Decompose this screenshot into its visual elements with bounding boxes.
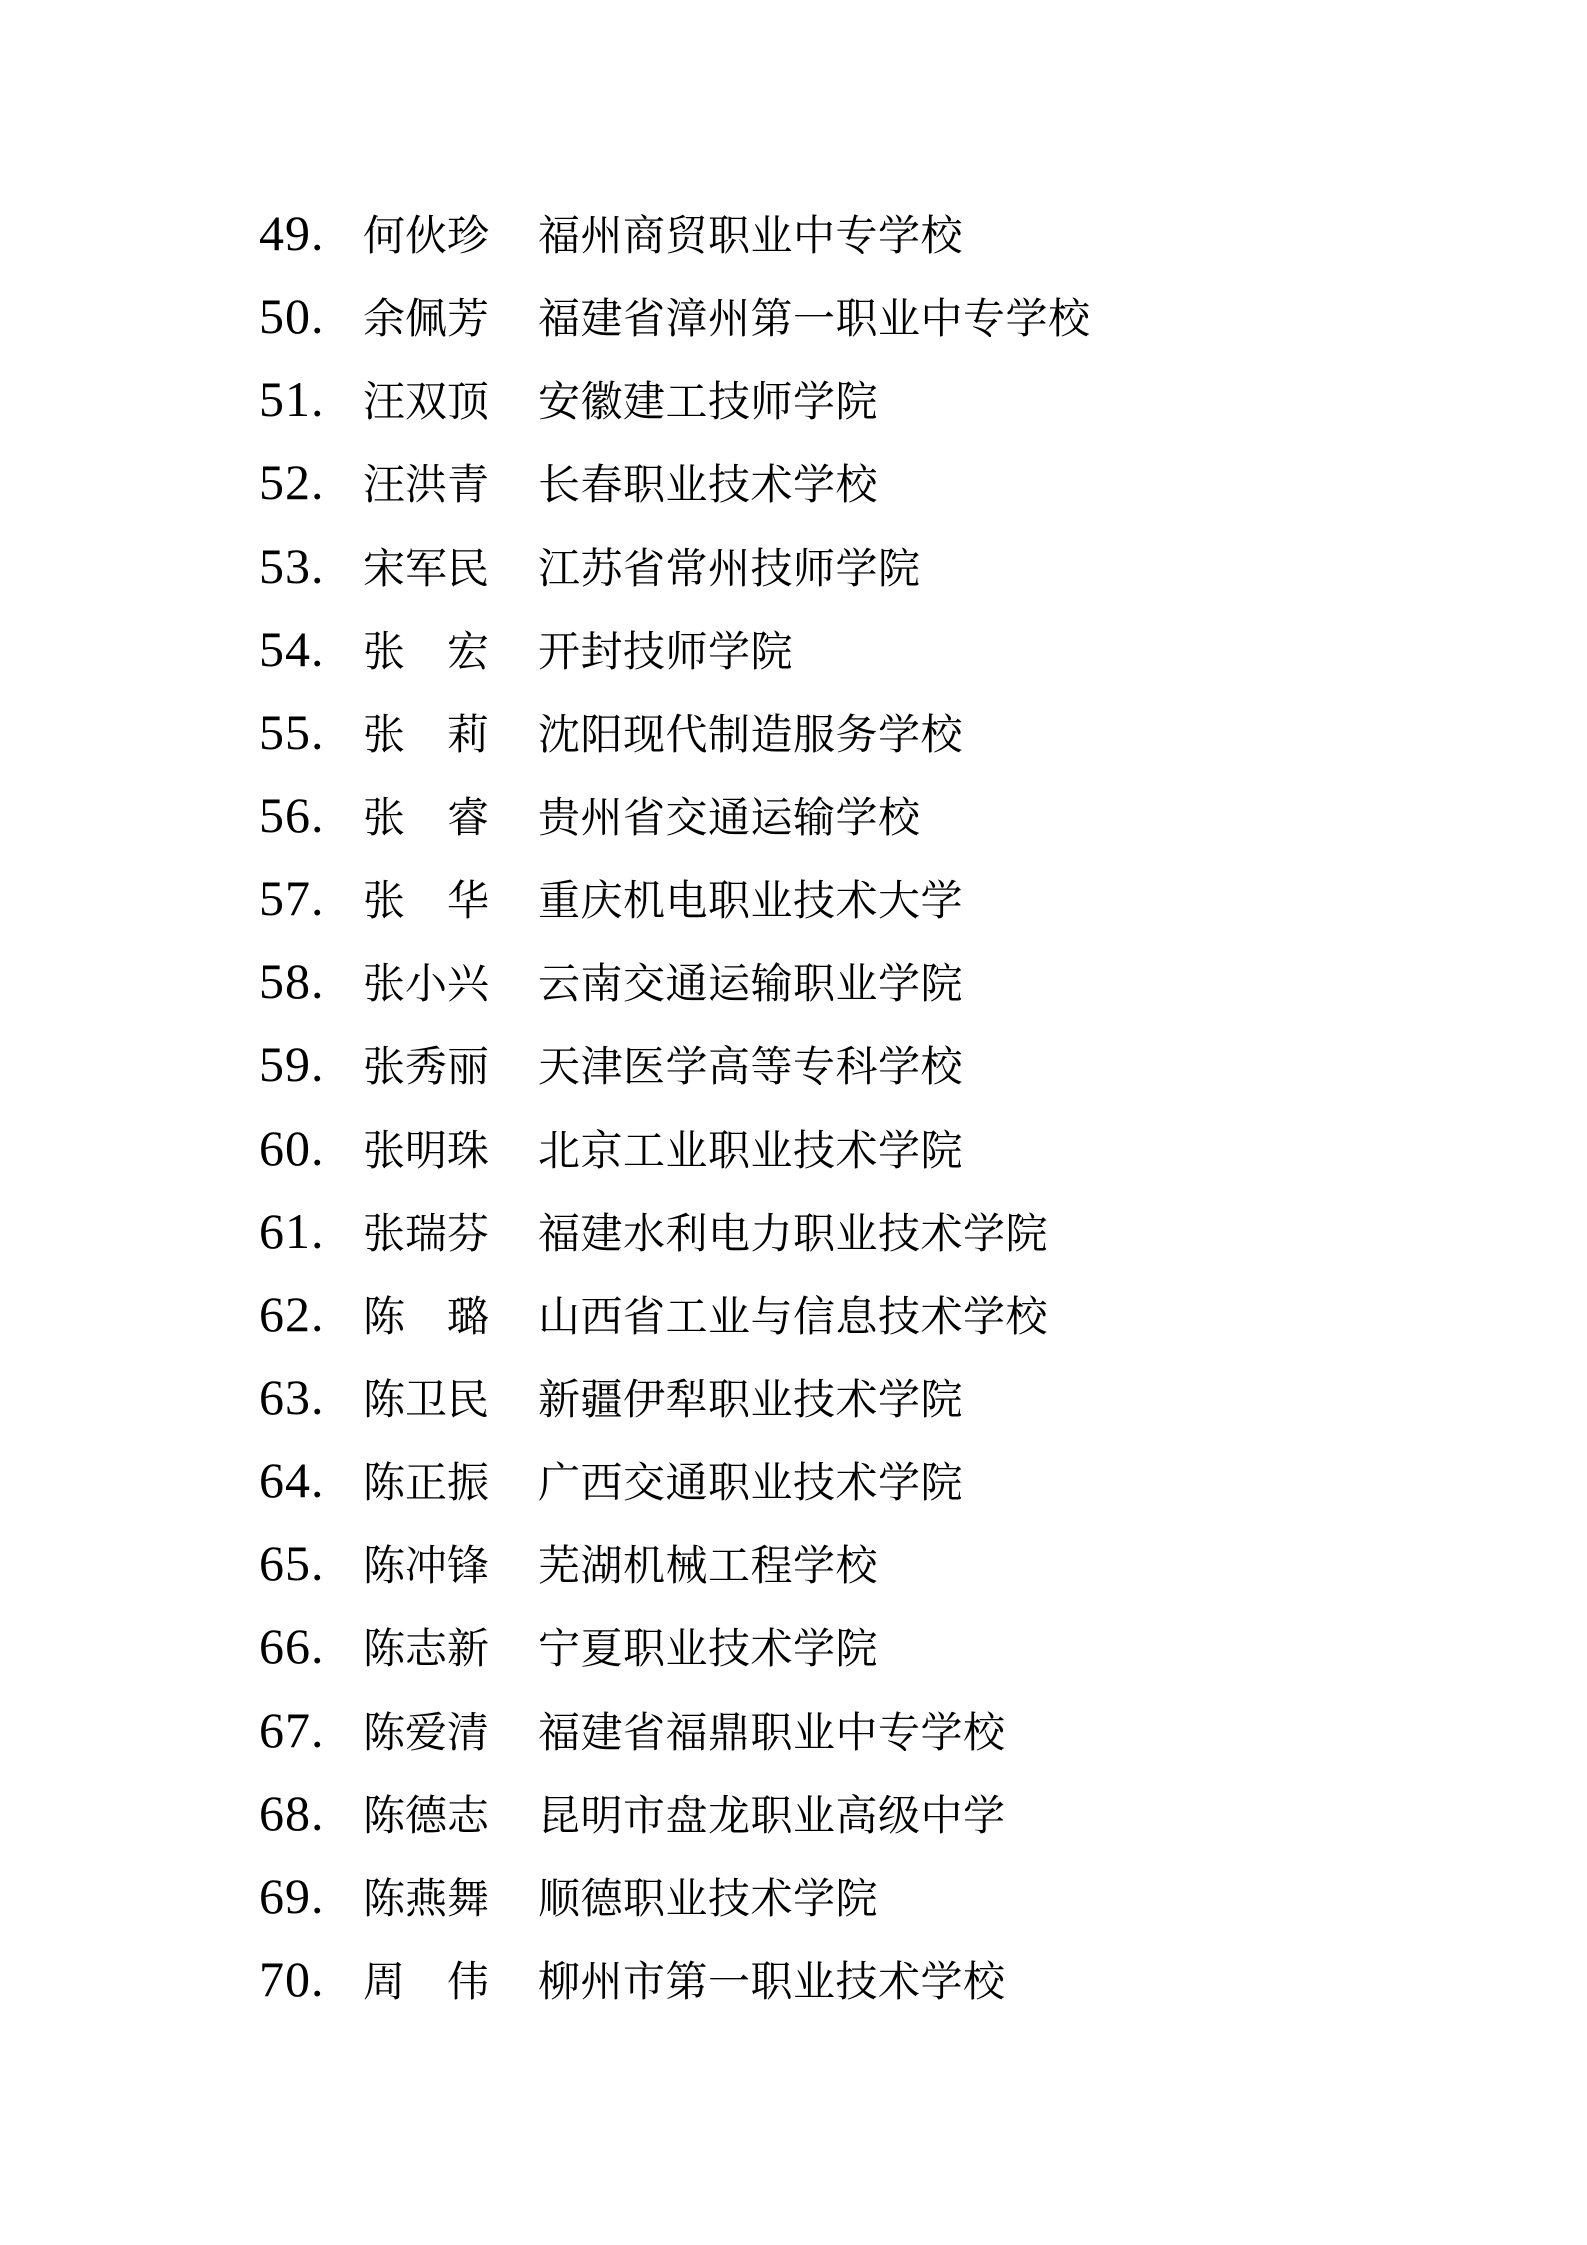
list-item (0, 1036, 1587, 1122)
school-name: 福建水利电力职业技术学院 (538, 1211, 1049, 1258)
person-name: 宋军民 (363, 546, 490, 593)
item-number: 68. (259, 1784, 325, 1841)
list-item (0, 1701, 1587, 1788)
person-name: 周 伟 (363, 1959, 490, 2006)
school-name: 福建省漳州第一职业中专学校 (538, 297, 1091, 344)
school-name: 昆明市盘龙职业高级中学 (538, 1793, 1006, 1840)
person-name: 陈正振 (363, 1461, 490, 1508)
person-name: 陈爱清 (363, 1710, 490, 1757)
item-number: 69. (259, 1867, 325, 1924)
list-item (0, 620, 1587, 707)
item-number: 61. (259, 1202, 325, 1259)
school-name: 云南交通运输职业学院 (538, 962, 964, 1009)
school-name: 宁夏职业技术学院 (538, 1627, 879, 1674)
school-name: 开封技师学院 (538, 629, 794, 676)
item-number: 52. (259, 454, 325, 511)
person-name: 张秀丽 (363, 1045, 490, 1092)
school-name: 沈阳现代制造服务学校 (538, 712, 964, 759)
item-number: 70. (259, 1950, 325, 2007)
item-number: 62. (259, 1285, 325, 1342)
list-item (0, 371, 1587, 457)
school-name: 柳州市第一职业技术学校 (538, 1959, 1006, 2006)
item-number: 64. (259, 1452, 325, 1509)
school-name: 贵州省交通运输学校 (538, 795, 921, 842)
item-number: 57. (259, 870, 325, 927)
item-number: 67. (259, 1701, 325, 1758)
item-number: 58. (259, 953, 325, 1010)
list-item (0, 1867, 1587, 1954)
list-item (0, 288, 1587, 374)
person-name: 张 莉 (363, 712, 490, 759)
school-name: 长春职业技术学校 (538, 463, 879, 510)
item-number: 51. (259, 371, 325, 428)
person-name: 陈冲锋 (363, 1544, 490, 1591)
list-item (0, 1535, 1587, 1621)
item-number: 50. (259, 288, 325, 345)
item-number: 65. (259, 1535, 325, 1592)
list-item (0, 870, 1587, 956)
person-name: 张 睿 (363, 795, 490, 842)
person-name: 陈 璐 (363, 1294, 490, 1341)
school-name: 天津医学高等专科学校 (538, 1045, 964, 1092)
list-item (0, 786, 1587, 873)
item-number: 55. (259, 703, 325, 760)
item-number: 56. (259, 786, 325, 843)
item-number: 49. (259, 205, 325, 261)
person-name: 陈志新 (363, 1627, 490, 1674)
list-item (0, 1119, 1587, 1206)
list-item (0, 1202, 1587, 1289)
list-item (0, 1950, 1587, 2037)
person-name: 何伙珍 (363, 214, 490, 260)
person-name: 张 华 (363, 879, 490, 926)
school-name: 福州商贸职业中专学校 (538, 214, 964, 260)
school-name: 福建省福鼎职业中专学校 (538, 1710, 1006, 1757)
school-name: 广西交通职业技术学院 (538, 1461, 964, 1508)
item-number: 66. (259, 1618, 325, 1675)
school-name: 安徽建工技师学院 (538, 380, 879, 427)
list-item (0, 205, 1587, 291)
school-name: 北京工业职业技术学院 (538, 1128, 964, 1175)
school-name: 新疆伊犁职业技术学院 (538, 1377, 964, 1424)
list-item (0, 703, 1587, 790)
school-name: 芜湖机械工程学校 (538, 1544, 879, 1591)
list-item (0, 454, 1587, 540)
list-item (0, 537, 1587, 624)
person-name: 陈卫民 (363, 1377, 490, 1424)
item-number: 60. (259, 1119, 325, 1176)
list-item (0, 953, 1587, 1039)
person-name: 陈燕舞 (363, 1876, 490, 1923)
person-name: 张小兴 (363, 962, 490, 1009)
list-item (0, 1452, 1587, 1538)
school-name: 山西省工业与信息技术学校 (538, 1294, 1049, 1341)
school-name: 重庆机电职业技术大学 (538, 879, 964, 926)
list-item (0, 1618, 1587, 1704)
item-number: 54. (259, 620, 325, 677)
person-name: 张明珠 (363, 1128, 490, 1175)
person-name: 汪洪青 (363, 463, 490, 510)
list-item (0, 1368, 1587, 1455)
person-name: 张 宏 (363, 629, 490, 676)
list-item (0, 1784, 1587, 1871)
item-number: 59. (259, 1036, 325, 1093)
item-number: 63. (259, 1368, 325, 1425)
person-name: 陈德志 (363, 1793, 490, 1840)
school-name: 江苏省常州技师学院 (538, 546, 921, 593)
list-item (0, 1285, 1587, 1372)
person-name: 余佩芳 (363, 297, 490, 344)
person-name: 汪双顶 (363, 380, 490, 427)
person-name: 张瑞芬 (363, 1211, 490, 1258)
item-number: 53. (259, 537, 325, 594)
school-name: 顺德职业技术学院 (538, 1876, 879, 1923)
